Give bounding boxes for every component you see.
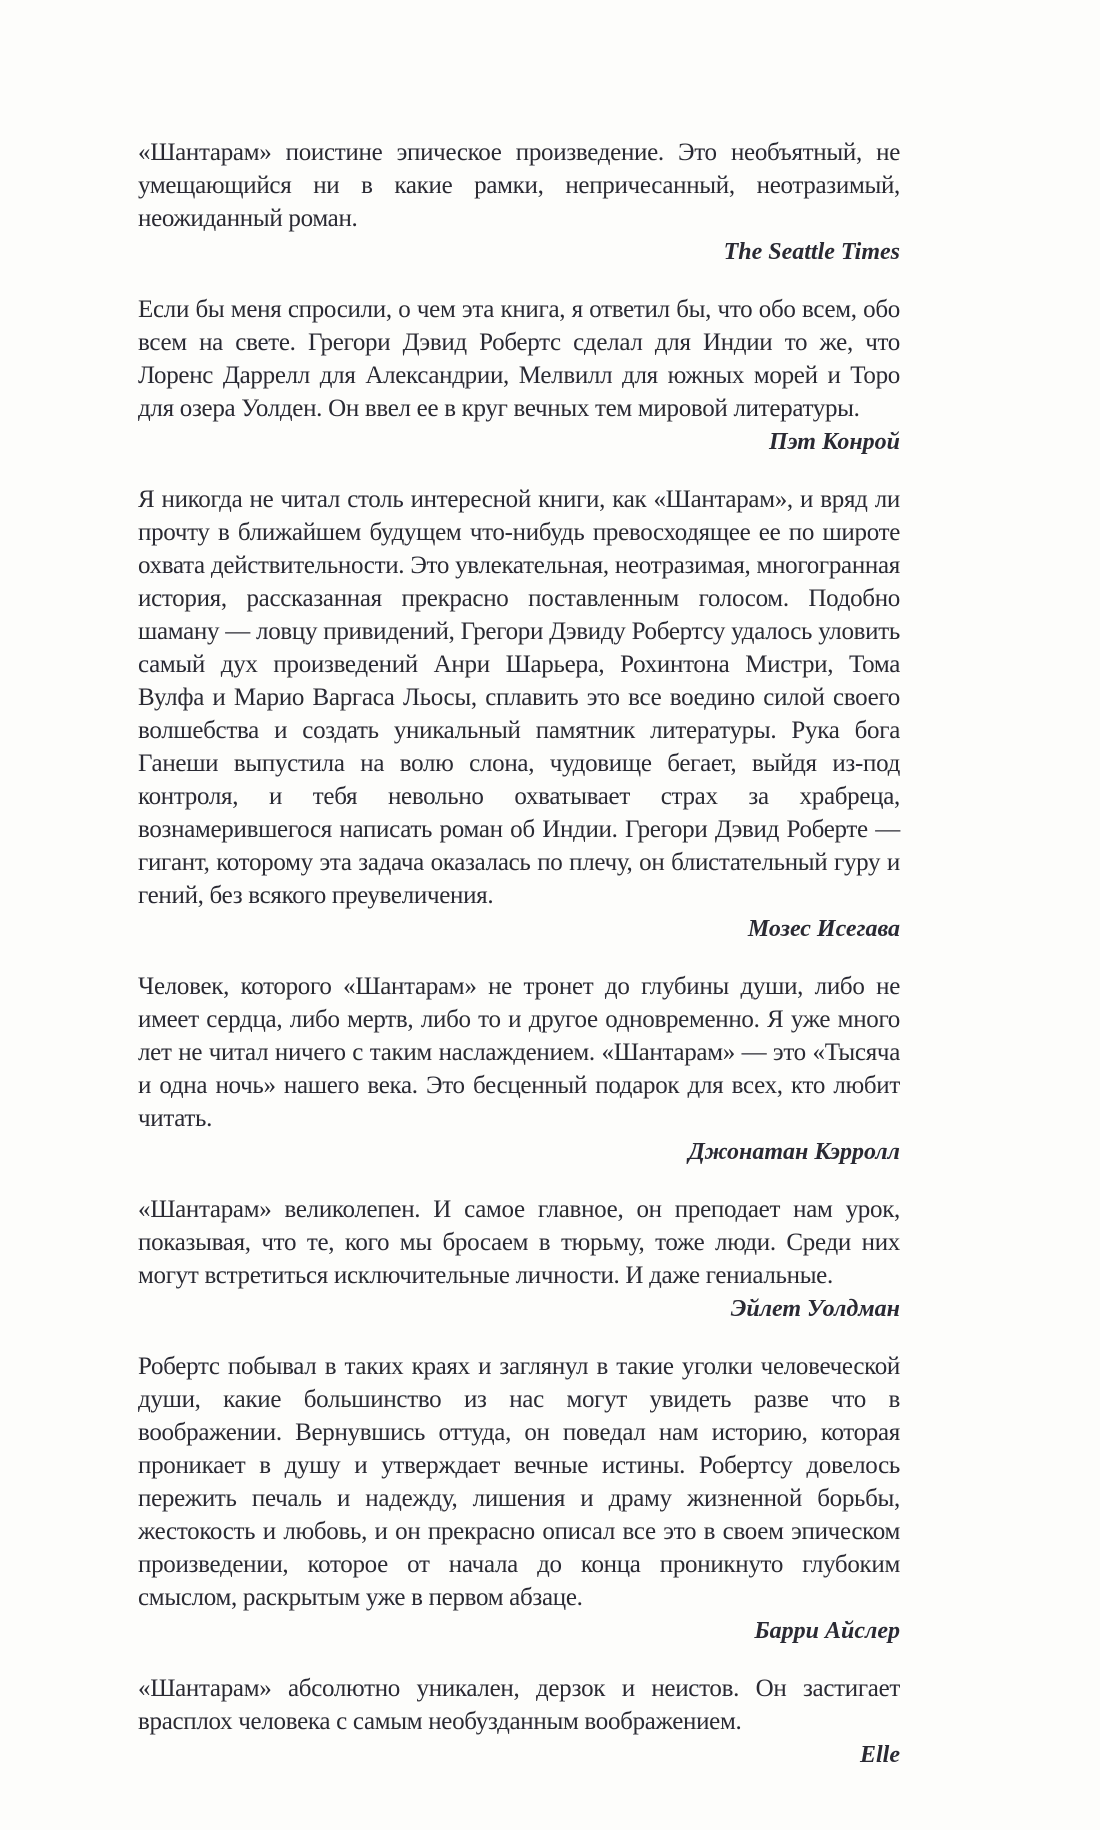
review-attribution: Elle <box>860 1742 900 1768</box>
review-attribution: Барри Айслер <box>754 1618 900 1644</box>
review-text: «Шантарам» поистине эпическое произведение. Это необъятный, не умещающийся ни в какие рамки, непричесанный, неотразимый, неожиданный роман. <box>138 139 900 232</box>
review-text: «Шантарам» абсолютно уникален, дерзок и неистов. Он застигает врасплох человека с самым необузданным воображением. <box>138 1675 900 1735</box>
review-block-barry-eisler <box>138 1350 900 1648</box>
review-attribution: Эйлет Уолдман <box>730 1296 900 1322</box>
review-block-pat-conroy <box>138 293 900 459</box>
review-attribution: Пэт Конрой <box>768 429 900 455</box>
review-attribution: The Seattle Times <box>723 239 900 265</box>
review-text: «Шантарам» великолепен. И самое главное, он преподает нам урок, показывая, что те, кого мы бросаем в тюрьму, тоже люди. Среди них могут встретиться исключительные личности. И даже гениальные. <box>138 1196 900 1289</box>
review-block-ayelet-waldman <box>138 1193 900 1326</box>
review-attribution: Джонатан Кэрролл <box>688 1139 900 1165</box>
review-block-moses-isegawa <box>138 483 900 946</box>
review-text: Если бы меня спросили, о чем эта книга, я ответил бы, что обо всем, обо всем на свете. Грегори Дэвид Робертс сделал для Индии то же, что Лоренс Даррелл для Александрии, Мелвилл для южных морей и Торо для озера Уолден. Он ввел ее в круг вечных тем мировой литературы. <box>138 296 900 422</box>
review-block-elle <box>138 1672 900 1772</box>
review-text: Я никогда не читал столь интересной книги, как «Шантарам», и вряд ли прочту в ближайшем будущем что-нибудь превосходящее ее по широте охвата действительности. Это увлекательная, неотразимая, многогранная история, рассказанная прекрасно поставленным голосом. Подобно шаману — ловцу привидений, Грегори Дэвиду Робертсу удалось уловить самый дух произведений Анри Шарьера, Рохинтона Мистри, Тома Вулфа и Марио Варгаса Льосы, сплавить это все воедино силой своего волшебства и создать уникальный памятник литературы. Рука бога Ганеши выпустила на волю слона, чудовище бегает, выйдя из-под контроля, и тебя невольно охватывает страх за храбреца, вознамерившегося написать роман об Индии. Грегори Дэвид Роберте — гигант, которому эта задача оказалась по плечу, он блистательный гуру и гений, без всякого преувеличения. <box>138 486 900 909</box>
review-text: Человек, которого «Шантарам» не тронет до глубины души, либо не имеет сердца, либо мертв, либо то и другое одновременно. Я уже много лет не читал ничего с таким наслаждением. «Шантарам» — это «Тысяча и одна ночь» нашего века. Это бесценный подарок для всех, кто любит читать. <box>138 973 900 1132</box>
review-attribution: Мозес Исегава <box>747 916 900 942</box>
review-block-seattle-times <box>138 136 900 269</box>
review-block-jonathan-carroll <box>138 970 900 1169</box>
review-text: Робертс побывал в таких краях и заглянул в такие уголки человеческой души, какие большинство из нас могут увидеть разве что в воображении. Вернувшись оттуда, он поведал нам историю, которая проникает в душу и утверждает вечные истины. Робертсу довелось пережить печаль и надежду, лишения и драму жизненной борьбы, жестокость и любовь, и он прекрасно описал все это в своем эпическом произведении, которое от начала до конца проникнуто глубоким смыслом, раскрытым уже в первом абзаце. <box>138 1353 900 1611</box>
